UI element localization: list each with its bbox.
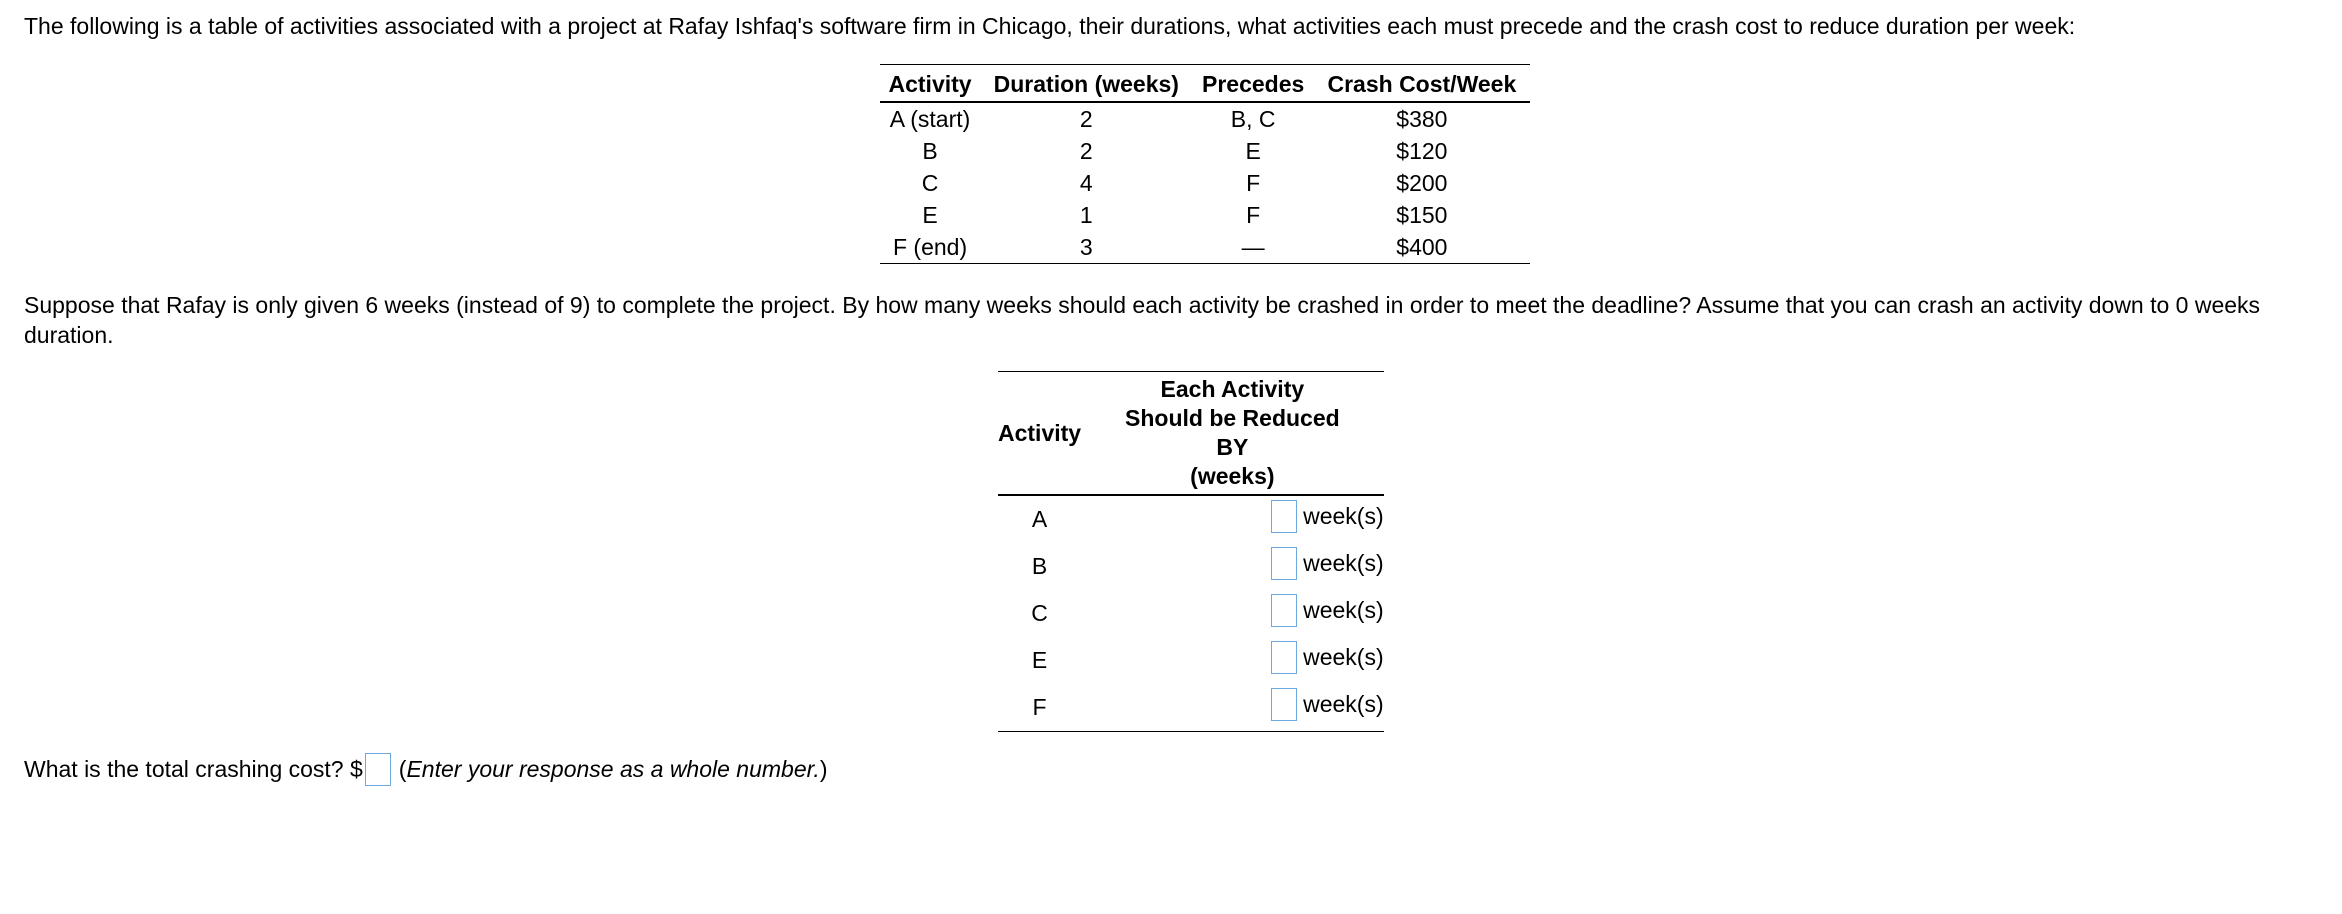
answer-table-header-row [998,372,1384,496]
total-cost-hint: Enter your response as a whole number. [406,756,820,782]
cell-crash-cost: $150 [1396,201,1448,228]
header-precedes: Precedes [1193,65,1314,103]
header-reduce-line: Each Activity [1160,376,1305,402]
table-row [880,231,1530,264]
cell-activity: E [922,201,938,228]
table-row [998,590,1384,637]
header-activity: Activity [998,372,1081,496]
answer-input-f[interactable] [1271,688,1297,721]
header-reduce-by [1081,372,1384,496]
answer-cell [1081,495,1384,543]
total-cost-input[interactable] [365,753,391,786]
header-crash-cost: Crash Cost/Week [1314,65,1530,103]
total-cost-question [24,752,828,786]
answer-cell [1081,684,1384,732]
cell-activity: C [1031,600,1048,626]
cell-activity: A [1031,506,1048,532]
cell-precedes: — [1193,231,1314,264]
answer-cell [1081,590,1384,637]
cell-duration: 3 [980,231,1192,264]
total-cost-prompt: What is the total crashing cost? $ [24,756,363,782]
cell-activity: F (end) [880,231,980,264]
cell-activity: B [922,137,938,164]
header-duration: Duration (weeks) [980,65,1192,103]
answer-cell [1081,637,1384,684]
table-row [880,135,1530,167]
cell-duration: 2 [1079,137,1093,164]
answer-input-a[interactable] [1271,500,1297,533]
cell-precedes: B, C [1230,105,1276,132]
question-text: Suppose that Rafay is only given 6 weeks (instead of 9) to complete the project. By how many weeks should each activity be crashed in order to meet the deadline? Assume that you can crash an activity down to 0 weeks duration. [24,292,2261,348]
answer-cell [1081,543,1384,590]
table-row [998,543,1384,590]
cell-activity: E [1031,647,1048,673]
intro-text: The following is a table of activities associated with a project at Rafay Ishfaq's software firm in Chicago, their durations, what activities each must precede and the crash cost to reduce duration per week: [24,13,2076,39]
activity-info-table [880,64,1530,264]
cell-activity: A (start) [889,105,971,132]
unit-label: week(s) [1303,691,1384,717]
table-row [880,102,1530,135]
cell-activity: C [921,169,939,196]
hint-open-paren: ( [398,756,407,782]
cell-duration: 4 [1079,169,1093,196]
unit-label: week(s) [1303,597,1384,623]
cell-crash-cost: $200 [1396,169,1448,196]
cell-precedes: F [1246,169,1261,196]
unit-label: week(s) [1303,503,1384,529]
cell-precedes: F [1246,201,1261,228]
answer-input-e[interactable] [1271,641,1297,674]
unit-label: week(s) [1303,644,1384,670]
cell-crash-cost: $400 [1314,231,1530,264]
cell-crash-cost: $380 [1396,105,1448,132]
header-reduce-line: BY [1216,434,1249,460]
cell-duration: 2 [1079,105,1093,132]
answer-input-c[interactable] [1271,594,1297,627]
table-row [998,684,1384,732]
table-row [998,637,1384,684]
cell-duration: 1 [1079,201,1093,228]
header-reduce-line: (weeks) [1190,463,1275,489]
crash-answer-table [998,371,1384,732]
answer-input-b[interactable] [1271,547,1297,580]
cell-activity: F [998,684,1081,732]
header-activity: Activity [880,65,980,103]
hint-close-paren: ) [819,756,828,782]
cell-precedes: E [1245,137,1261,164]
info-table-header-row [880,65,1530,103]
cell-activity: B [1031,553,1048,579]
cell-crash-cost: $120 [1396,137,1448,164]
table-row [880,199,1530,231]
table-row [998,495,1384,543]
unit-label: week(s) [1303,550,1384,576]
header-reduce-line: Should be Reduced [1125,405,1340,431]
table-row [880,167,1530,199]
